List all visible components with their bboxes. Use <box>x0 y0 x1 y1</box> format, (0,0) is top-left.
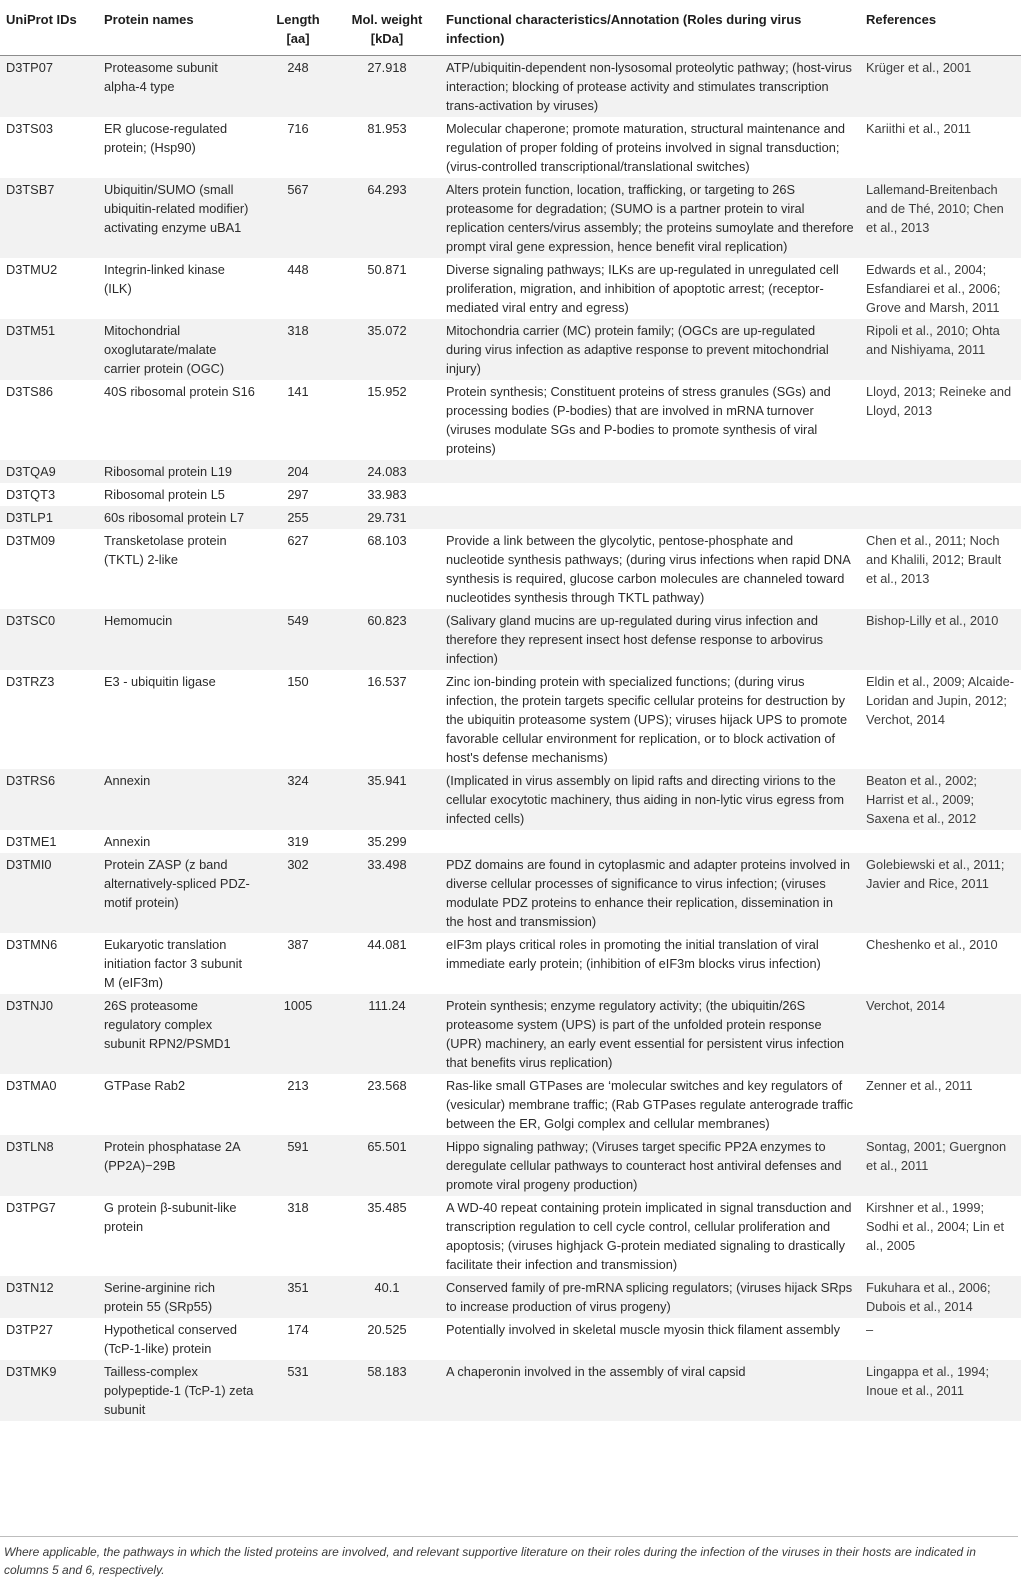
cell-functional-annotation: eIF3m plays critical roles in promoting the initial translation of viral immediate early protein; (inhibition of eIF3m blocks virus infection) <box>446 936 821 971</box>
table-row <box>0 933 1021 994</box>
cell-functional-annotation: A WD-40 repeat containing protein implicated in signal transduction and transcription regulation to cell cycle control, cellular proliferation and apoptosis; (viruses highjack G-protein mediated signaling to drastically facilitate their infection and transmission) <box>446 1199 852 1272</box>
cell-references <box>860 460 1021 483</box>
table-row <box>0 769 1021 830</box>
cell-length: 248 <box>287 59 309 75</box>
cell-functional-annotation: Mitochondria carrier (MC) protein family; (OGCs are up-regulated during virus infection as adaptive response to prevent mitochondrial injury) <box>446 322 829 376</box>
cell-protein-name: G protein β-subunit-like protein <box>104 1199 237 1234</box>
table-header <box>0 0 1021 56</box>
cell-references: Golebiewski et al., 2011; Javier and Rice, 2011 <box>866 856 1005 891</box>
cell-functional-annotation: Conserved family of pre-mRNA splicing regulators; (viruses hijack SRps to increase production of virus progeny) <box>446 1279 853 1314</box>
cell-uniprot-id: D3TMI0 <box>6 856 52 872</box>
cell-length: 549 <box>287 612 309 628</box>
cell-protein-name: GTPase Rab2 <box>104 1077 186 1093</box>
cell-protein-name: Ribosomal protein L5 <box>104 486 225 502</box>
cell-mol-weight: 68.103 <box>367 532 407 548</box>
header-row <box>0 0 1021 56</box>
cell-length: 204 <box>287 463 309 479</box>
cell-protein-name: Mitochondrial oxoglutarate/malate carrier protein (OGC) <box>104 322 225 376</box>
cell-protein-name: Protein phosphatase 2A (PP2A)−29B <box>104 1138 240 1173</box>
cell-functional-annotation: Protein synthesis; enzyme regulatory activity; (the ubiquitin/26S proteasome system (UPS) is part of the unfolded protein response (UPR) machinery, an early event essential for persistent virus infection that benefits virus replication) <box>446 997 845 1070</box>
cell-functional-annotation: Diverse signaling pathways; ILKs are up-regulated in unregulated cell proliferation, migration, and inhibition of apoptotic arrest; (receptor-mediated viral entry and egress) <box>446 261 839 315</box>
table-row <box>0 529 1021 609</box>
cell-references: Bishop-Lilly et al., 2010 <box>866 612 999 628</box>
cell-length: 627 <box>287 532 309 548</box>
header-functional-annotation: Functional characteristics/Annotation (Roles during virus infection) <box>440 0 860 56</box>
cell-length: 302 <box>287 856 309 872</box>
cell-references: Beaton et al., 2002; Harrist et al., 2009; Saxena et al., 2012 <box>866 772 977 826</box>
cell-functional-annotation: Zinc ion-binding protein with specialized functions; (during virus infection, the protein targets specific cellular proteins for destruction by the ubiquitin proteasome system (UPS); viruses hijack UPS to promote favorable cellular environment for replication, or to block activation of host's defense mechanisms) <box>446 673 848 765</box>
cell-functional-annotation <box>440 460 860 483</box>
cell-mol-weight: 33.983 <box>367 486 407 502</box>
cell-uniprot-id: D3TME1 <box>6 833 57 849</box>
header-length: Length [aa] <box>262 0 334 56</box>
cell-mol-weight: 35.941 <box>367 772 407 788</box>
cell-protein-name: Ubiquitin/SUMO (small ubiquitin-related modifier) activating enzyme uBA1 <box>104 181 249 235</box>
cell-uniprot-id: D3TMA0 <box>6 1077 57 1093</box>
table-row <box>0 994 1021 1074</box>
cell-protein-name: E3 - ubiquitin ligase <box>104 673 216 689</box>
cell-functional-annotation: ATP/ubiquitin-dependent non-lysosomal proteolytic pathway; (host-virus interaction; blocking of protease activity and stimulates transcription trans-activation by viruses) <box>446 59 852 113</box>
table-row <box>0 380 1021 460</box>
table-footnote: Where applicable, the pathways in which the listed proteins are involved, and relevant supportive literature on their roles during the infection of the viruses in their hosts are indicated in columns 5 and 6, respectively. <box>0 1536 1018 1579</box>
cell-mol-weight: 111.24 <box>368 997 406 1013</box>
cell-uniprot-id: D3TM09 <box>6 532 56 548</box>
cell-references: Ripoli et al., 2010; Ohta and Nishiyama, 2011 <box>866 322 1000 357</box>
cell-protein-name: ER glucose-regulated protein; (Hsp90) <box>104 120 228 155</box>
cell-protein-name: Annexin <box>104 772 151 788</box>
cell-mol-weight: 44.081 <box>367 936 407 952</box>
cell-functional-annotation: Hippo signaling pathway; (Viruses target specific PP2A enzymes to deregulate cellular pathways to counteract host antiviral defenses and promote viral progeny production) <box>446 1138 842 1192</box>
cell-uniprot-id: D3TN12 <box>6 1279 54 1295</box>
cell-uniprot-id: D3TMN6 <box>6 936 58 952</box>
cell-length: 297 <box>287 486 309 502</box>
cell-uniprot-id: D3TP27 <box>6 1321 53 1337</box>
cell-uniprot-id: D3TS03 <box>6 120 53 136</box>
cell-protein-name: Hemomucin <box>104 612 173 628</box>
cell-length: 324 <box>287 772 309 788</box>
table-row <box>0 319 1021 380</box>
table-row <box>0 1318 1021 1360</box>
table-row <box>0 670 1021 769</box>
cell-references <box>860 483 1021 506</box>
cell-length: 591 <box>287 1138 309 1154</box>
cell-uniprot-id: D3TLP1 <box>6 509 53 525</box>
cell-mol-weight: 16.537 <box>367 673 407 689</box>
cell-protein-name: Integrin-linked kinase (ILK) <box>104 261 225 296</box>
cell-functional-annotation <box>440 483 860 506</box>
cell-mol-weight: 23.568 <box>367 1077 407 1093</box>
cell-protein-name: Transketolase protein (TKTL) 2-like <box>104 532 227 567</box>
cell-protein-name: Protein ZASP (z band alternatively-spliced PDZ-motif protein) <box>104 856 250 910</box>
cell-mol-weight: 81.953 <box>367 120 407 136</box>
cell-references: Lallemand-Breitenbach and de Thé, 2010; Chen et al., 2013 <box>866 181 1004 235</box>
cell-references: Edwards et al., 2004; Esfandiarei et al., 2006; Grove and Marsh, 2011 <box>866 261 1001 315</box>
table-row <box>0 178 1021 258</box>
cell-mol-weight: 35.072 <box>367 322 407 338</box>
cell-protein-name: Hypothetical conserved (TcP-1-like) protein <box>104 1321 238 1356</box>
cell-references: Krüger et al., 2001 <box>866 59 972 75</box>
cell-length: 351 <box>287 1279 309 1295</box>
cell-functional-annotation: Molecular chaperone; promote maturation, structural maintenance and regulation of proper folding of proteins involved in signal transduction; (virus-controlled transcriptional/translational switches) <box>446 120 846 174</box>
cell-protein-name: Proteasome subunit alpha-4 type <box>104 59 218 94</box>
cell-mol-weight: 33.498 <box>367 856 407 872</box>
cell-protein-name: Ribosomal protein L19 <box>104 463 233 479</box>
cell-functional-annotation: Potentially involved in skeletal muscle myosin thick filament assembly <box>446 1321 841 1337</box>
cell-functional-annotation: (Salivary gland mucins are up-regulated during virus infection and therefore they represent insect host defense response to arbovirus infection) <box>446 612 824 666</box>
cell-references: Eldin et al., 2009; Alcaide-Loridan and Jupin, 2012; Verchot, 2014 <box>866 673 1014 727</box>
cell-references: Lingappa et al., 1994; Inoue et al., 2011 <box>866 1363 990 1398</box>
cell-protein-name: 26S proteasome regulatory complex subunit RPN2/PSMD1 <box>104 997 231 1051</box>
cell-uniprot-id: D3TQA9 <box>6 463 56 479</box>
cell-references: – <box>866 1321 874 1337</box>
cell-uniprot-id: D3TRZ3 <box>6 673 55 689</box>
table-row <box>0 506 1021 529</box>
table-row <box>0 258 1021 319</box>
cell-length: 174 <box>287 1321 309 1337</box>
cell-uniprot-id: D3TPG7 <box>6 1199 56 1215</box>
cell-length: 318 <box>287 322 309 338</box>
cell-length: 318 <box>287 1199 309 1215</box>
cell-protein-name: Eukaryotic translation initiation factor 3 subunit M (eIF3m) <box>104 936 243 990</box>
cell-length: 387 <box>287 936 309 952</box>
cell-length: 255 <box>287 509 309 525</box>
cell-protein-name: Serine-arginine rich protein 55 (SRp55) <box>104 1279 215 1314</box>
cell-uniprot-id: D3TMU2 <box>6 261 58 277</box>
cell-uniprot-id: D3TNJ0 <box>6 997 53 1013</box>
cell-length: 150 <box>287 673 309 689</box>
cell-references: Verchot, 2014 <box>866 997 945 1013</box>
table-row <box>0 1135 1021 1196</box>
cell-functional-annotation: Alters protein function, location, trafficking, or targeting to 26S proteasome for degradation; (SUMO is a partner protein to viral replication centers/virus assembly; the proteins sumoylate and therefore prompt viral gene expression, hence benefit viral replication) <box>446 181 854 254</box>
header-references: References <box>860 0 1021 56</box>
cell-uniprot-id: D3TSC0 <box>6 612 56 628</box>
cell-uniprot-id: D3TM51 <box>6 322 56 338</box>
cell-mol-weight: 29.731 <box>367 509 407 525</box>
cell-functional-annotation: Ras-like small GTPases are ‘molecular switches and key regulators of (vesicular) membrane traffic; (Rab GTPases regulate anterograde traffic between the ER, Golgi complex and cellular membranes) <box>446 1077 854 1131</box>
table-row <box>0 483 1021 506</box>
cell-mol-weight: 24.083 <box>367 463 407 479</box>
cell-references: Lloyd, 2013; Reineke and Lloyd, 2013 <box>866 383 1012 418</box>
header-mol-weight: Mol. weight [kDa] <box>334 0 440 56</box>
cell-references: Cheshenko et al., 2010 <box>866 936 998 952</box>
cell-mol-weight: 40.1 <box>374 1279 400 1295</box>
cell-mol-weight: 15.952 <box>367 383 407 399</box>
cell-functional-annotation: Provide a link between the glycolytic, pentose-phosphate and nucleotide synthesis pathways; (during virus infections when rapid DNA synthesis is required, glucose carbon molecules are channeled toward nucleotides synthesis through TKTL pathway) <box>446 532 851 605</box>
table-body <box>0 56 1021 1422</box>
cell-references <box>860 506 1021 529</box>
cell-mol-weight: 64.293 <box>367 181 407 197</box>
cell-length: 1005 <box>283 997 313 1013</box>
table-row <box>0 1074 1021 1135</box>
cell-references: Fukuhara et al., 2006; Dubois et al., 2014 <box>866 1279 991 1314</box>
cell-references: Chen et al., 2011; Noch and Khalili, 2012; Brault et al., 2013 <box>866 532 1002 586</box>
cell-uniprot-id: D3TRS6 <box>6 772 56 788</box>
cell-mol-weight: 20.525 <box>367 1321 407 1337</box>
cell-length: 448 <box>287 261 309 277</box>
cell-functional-annotation <box>440 830 860 853</box>
cell-references: Sontag, 2001; Guergnon et al., 2011 <box>866 1138 1007 1173</box>
table-row <box>0 853 1021 933</box>
cell-uniprot-id: D3TP07 <box>6 59 53 75</box>
table-row <box>0 1196 1021 1276</box>
cell-references: Kariithi et al., 2011 <box>866 120 972 136</box>
cell-length: 141 <box>287 383 309 399</box>
cell-mol-weight: 60.823 <box>367 612 407 628</box>
cell-uniprot-id: D3TSB7 <box>6 181 55 197</box>
table-row <box>0 830 1021 853</box>
header-uniprot-ids: UniProt IDs <box>0 0 98 56</box>
cell-uniprot-id: D3TMK9 <box>6 1363 57 1379</box>
cell-mol-weight: 27.918 <box>367 59 407 75</box>
cell-protein-name: 40S ribosomal protein S16 <box>104 383 255 399</box>
table-row <box>0 609 1021 670</box>
cell-length: 531 <box>287 1363 309 1379</box>
cell-mol-weight: 35.299 <box>367 833 407 849</box>
cell-functional-annotation: A chaperonin involved in the assembly of viral capsid <box>446 1363 746 1379</box>
cell-mol-weight: 58.183 <box>367 1363 407 1379</box>
cell-mol-weight: 65.501 <box>367 1138 407 1154</box>
cell-length: 213 <box>287 1077 309 1093</box>
cell-protein-name: 60s ribosomal protein L7 <box>104 509 245 525</box>
cell-length: 319 <box>287 833 309 849</box>
cell-references: Kirshner et al., 1999; Sodhi et al., 2004; Lin et al., 2005 <box>866 1199 1005 1253</box>
cell-protein-name: Annexin <box>104 833 151 849</box>
cell-mol-weight: 35.485 <box>367 1199 407 1215</box>
cell-uniprot-id: D3TS86 <box>6 383 53 399</box>
cell-functional-annotation: Protein synthesis; Constituent proteins of stress granules (SGs) and processing bodies (P-bodies) that are involved in mRNA turnover (viruses modulate SGs and P-bodies to promote synthesis of viral proteins) <box>446 383 831 456</box>
header-protein-names: Protein names <box>98 0 262 56</box>
cell-uniprot-id: D3TQT3 <box>6 486 56 502</box>
cell-references <box>860 830 1021 853</box>
table-row <box>0 117 1021 178</box>
table-row <box>0 56 1021 118</box>
cell-functional-annotation: (Implicated in virus assembly on lipid rafts and directing virions to the cellular exocytotic machinery, thus aiding in non-lytic virus egress from infected cells) <box>446 772 845 826</box>
cell-functional-annotation: PDZ domains are found in cytoplasmic and adapter proteins involved in diverse cellular processes of significance to virus infection; (viruses modulate PDZ proteins to enhance their replication, dissemination in the host and transmission) <box>446 856 851 929</box>
cell-protein-name: Tailless-complex polypeptide-1 (TcP-1) zeta subunit <box>104 1363 254 1417</box>
table-row <box>0 460 1021 483</box>
cell-mol-weight: 50.871 <box>367 261 407 277</box>
cell-references: Zenner et al., 2011 <box>866 1077 973 1093</box>
table-row <box>0 1276 1021 1318</box>
cell-length: 716 <box>287 120 309 136</box>
cell-uniprot-id: D3TLN8 <box>6 1138 54 1154</box>
cell-functional-annotation <box>440 506 860 529</box>
table-row <box>0 1360 1021 1421</box>
cell-length: 567 <box>287 181 309 197</box>
